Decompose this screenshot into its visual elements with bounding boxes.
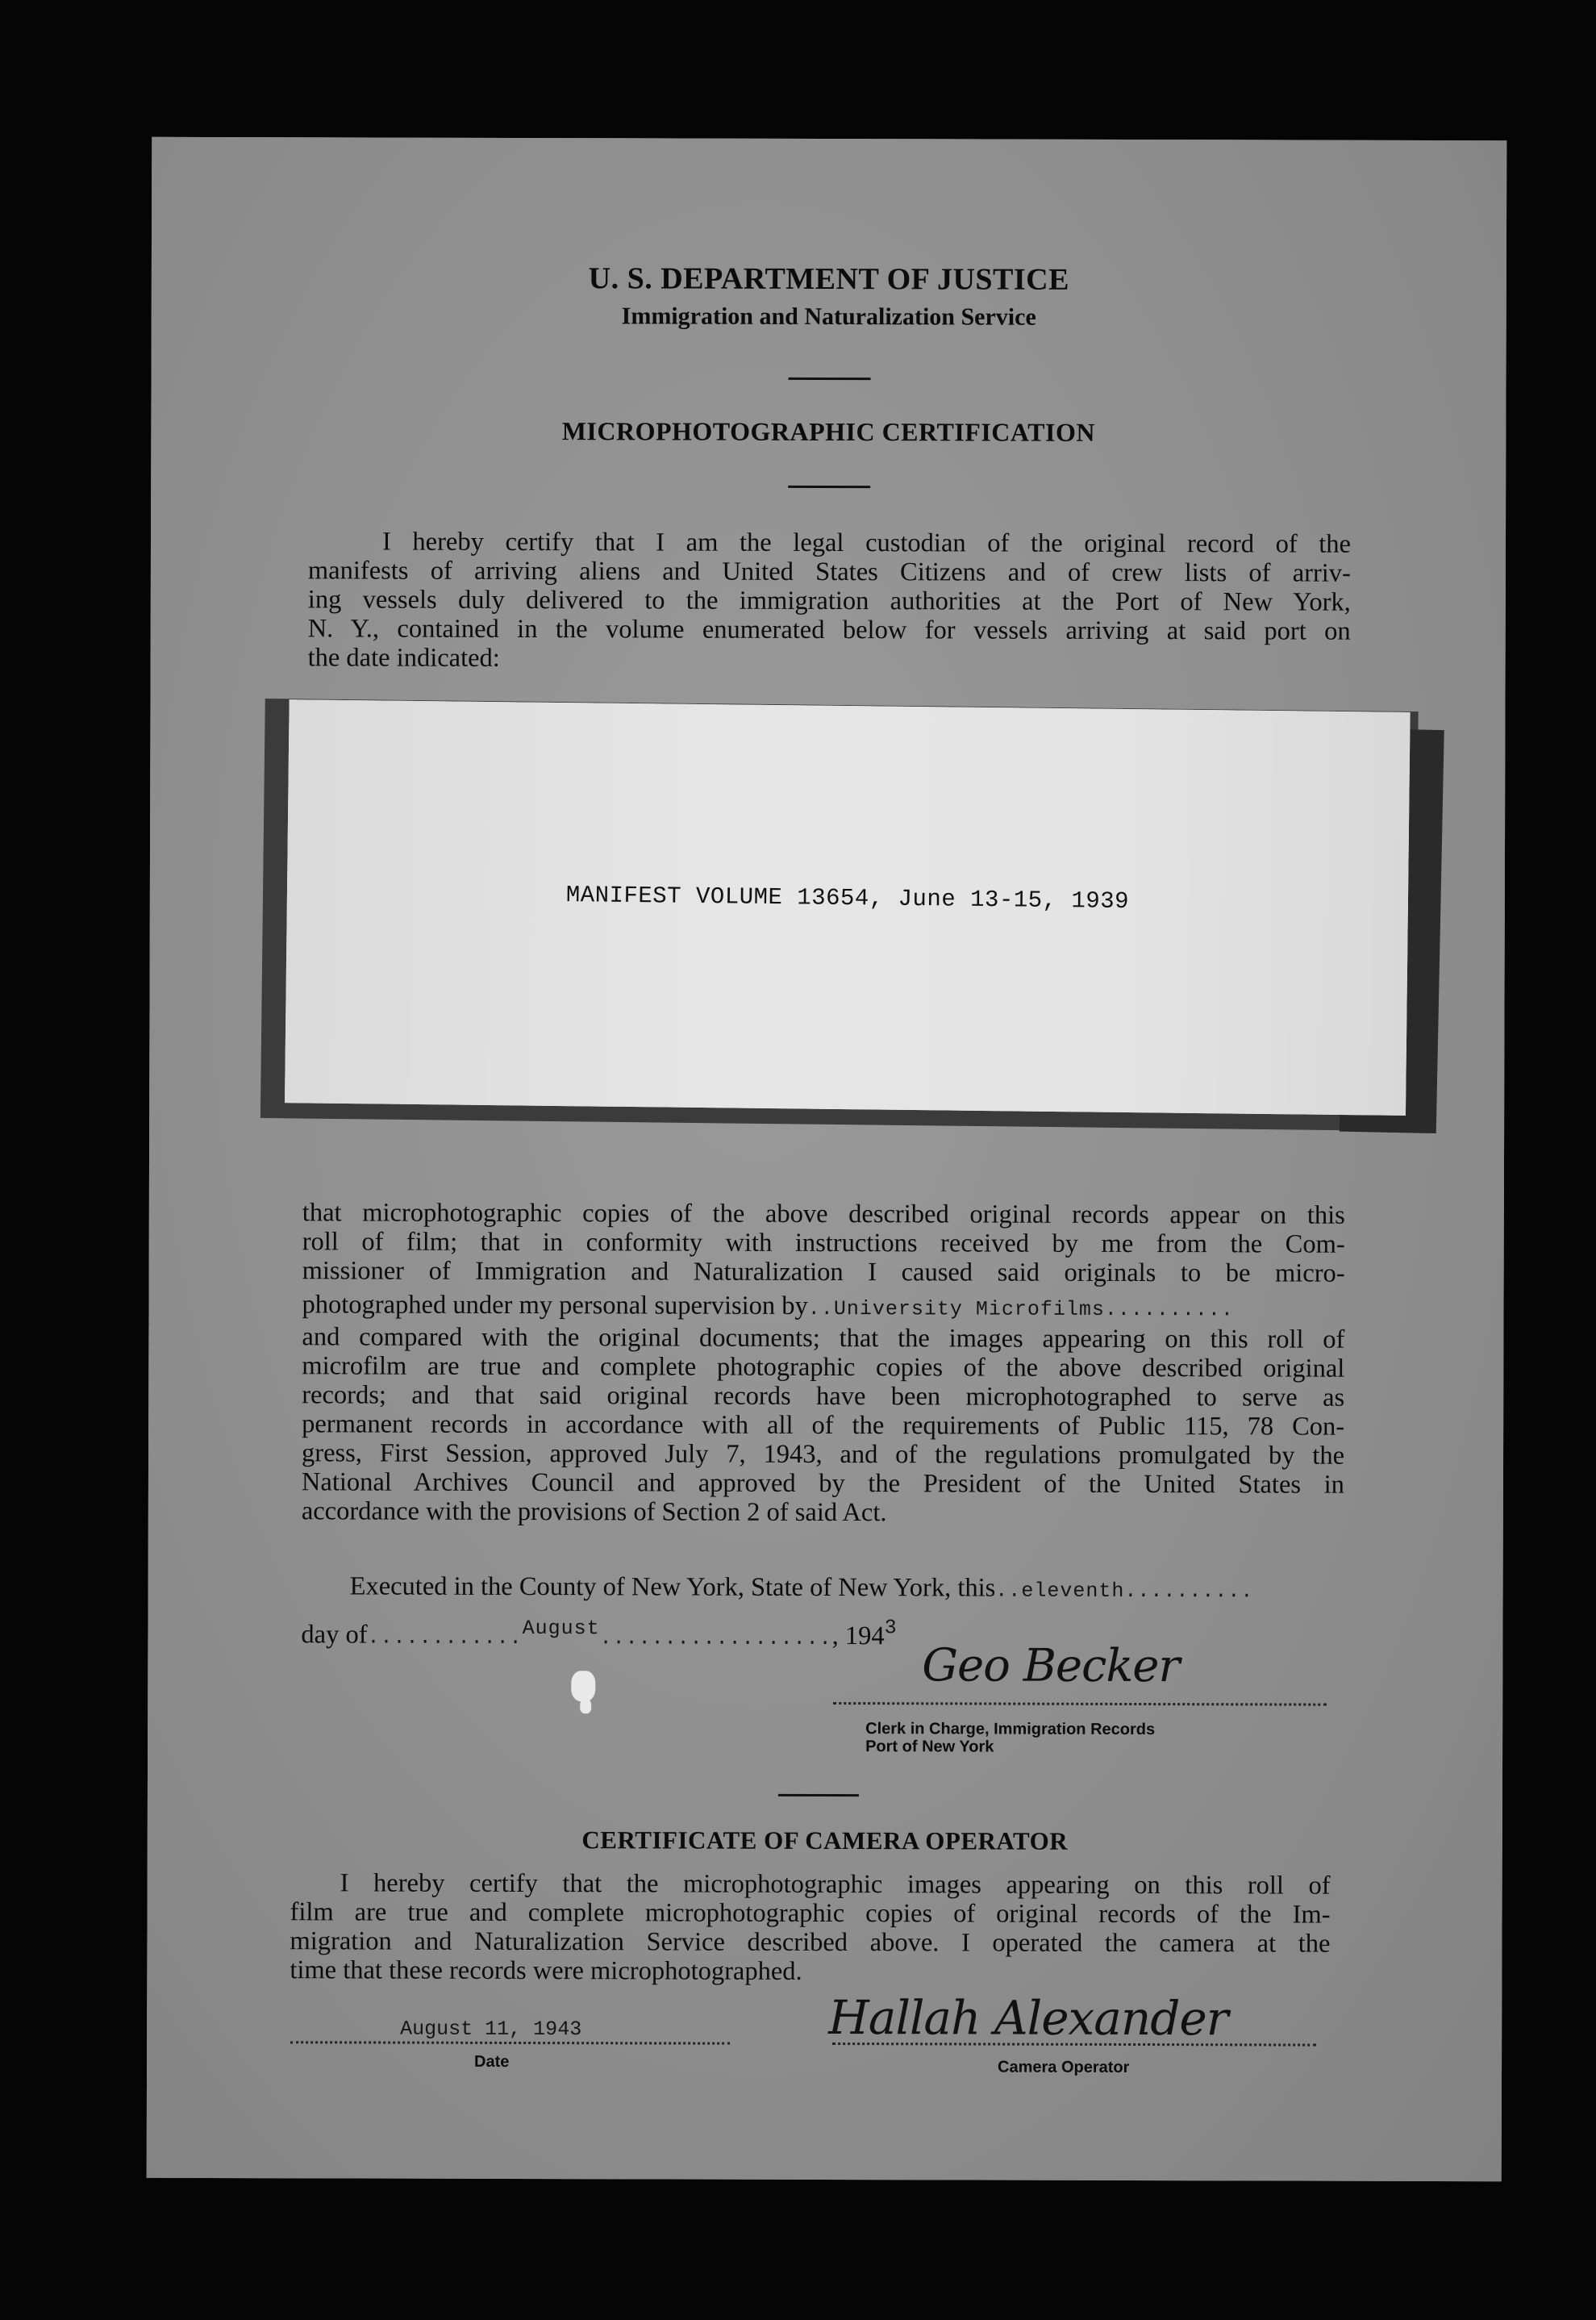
body-line: microfilm are true and complete photographic copies of the above described original (302, 1351, 1345, 1383)
year-digit: 3 (884, 1616, 897, 1640)
body-line: that microphotographic copies of the above described original records appear on this (302, 1198, 1345, 1230)
body-line: roll of film; that in conformity with instructions received by me from the Com- (302, 1227, 1345, 1259)
camera-certificate-title: CERTIFICATE OF CAMERA OPERATOR (581, 1826, 1069, 1855)
intro-line: N. Y., contained in the volume enumerated below for vessels arriving at said port on (307, 614, 1351, 646)
certification-title: MICROPHOTOGRAPHIC CERTIFICATION (561, 416, 1096, 447)
camera-line: film are true and complete microphotographic copies of original records of the Im- (290, 1897, 1331, 1930)
camera-certificate-paragraph (290, 1868, 1330, 1987)
divider-rule (778, 1794, 859, 1796)
clerk-title-line2: Port of New York (865, 1738, 994, 1756)
divider-rule (789, 378, 871, 380)
month-fill: ............August.................. (367, 1617, 832, 1651)
intro-line: ing vessels duly delivered to the immigration authorities at the Port of New York, (307, 585, 1351, 617)
camera-line: time that these records were microphotographed. (290, 1955, 802, 1986)
body-line: accordance with the provisions of Section 2 of said Act. (301, 1496, 887, 1528)
paper-speck (571, 1671, 595, 1701)
intro-line: I hereby certify that I am the legal custodian of the original record of the (381, 527, 1352, 559)
camera-operator-label: Camera Operator (998, 2058, 1130, 2076)
operator-signature-line (832, 2043, 1316, 2047)
intro-line: manifests of arriving aliens and United States Citizens and of crew lists of arriv- (307, 556, 1351, 588)
clerk-signature-line (833, 1702, 1327, 1706)
camera-line: migration and Naturalization Service described above. I operated the camera at the (290, 1926, 1331, 1959)
execution-prefix: Executed in the County of New York, State of New York, this (349, 1571, 996, 1603)
camera-line: I hereby certify that the microphotographic images appearing on this roll of (340, 1868, 1331, 1901)
body-line: National Archives Council and approved by the President of the United States in (301, 1467, 1344, 1500)
body-line: and compared with the original documents; that the images appearing on this roll of (302, 1322, 1345, 1354)
execution-day-value: eleventh (1021, 1579, 1125, 1603)
date-label: Date (474, 2052, 510, 2071)
body-line: permanent records in accordance with all of the requirements of Public 115, 78 Con- (302, 1409, 1345, 1442)
clerk-signature: Geo Becker (922, 1639, 1180, 1693)
paper-speck (580, 1699, 591, 1713)
body-line: records; and that said original records have been microphotographed to serve as (302, 1380, 1345, 1412)
execution-day-fill: ..eleventh.......... (995, 1579, 1254, 1604)
divider-rule (788, 486, 870, 488)
day-of-label: day of (301, 1620, 368, 1650)
microfilm-company-name: University Microfilms (833, 1297, 1105, 1321)
supervision-prefix: photographed under my personal supervision by (302, 1290, 808, 1321)
intro-line: the date indicated: (307, 643, 500, 673)
intro-paragraph (308, 527, 1351, 674)
camera-operator-signature: Hallah Alexander (828, 1990, 1228, 2047)
department-heading: U. S. DEPARTMENT OF JUSTICE (588, 261, 1070, 297)
manifest-volume-text: MANIFEST VOLUME 13654, June 13-15, 1939 (565, 882, 1130, 916)
supervision-line (302, 1290, 1344, 1325)
execution-line (350, 1571, 1254, 1604)
body-line: missioner of Immigration and Naturalization I caused said originals to be micro- (302, 1256, 1345, 1288)
date-line (290, 2041, 730, 2044)
service-subheading: Immigration and Naturalization Service (621, 303, 1036, 331)
certificate-sheet (147, 137, 1507, 2181)
clerk-title (865, 1720, 1155, 1756)
volume-label-strip (285, 699, 1411, 1116)
operator-date-value: August 11, 1943 (400, 2017, 582, 2042)
supervision-value: ..University Microfilms.......... (807, 1296, 1234, 1322)
body-paragraph (302, 1198, 1345, 1528)
body-line: gress, First Session, approved July 7, 1943, and of the regulations promulgated by the (301, 1438, 1345, 1471)
day-of-line (301, 1616, 897, 1651)
year-prefix: , 194 (831, 1621, 885, 1651)
month-value: August (522, 1617, 600, 1641)
clerk-title-line1: Clerk in Charge, Immigration Records (865, 1720, 1156, 1739)
